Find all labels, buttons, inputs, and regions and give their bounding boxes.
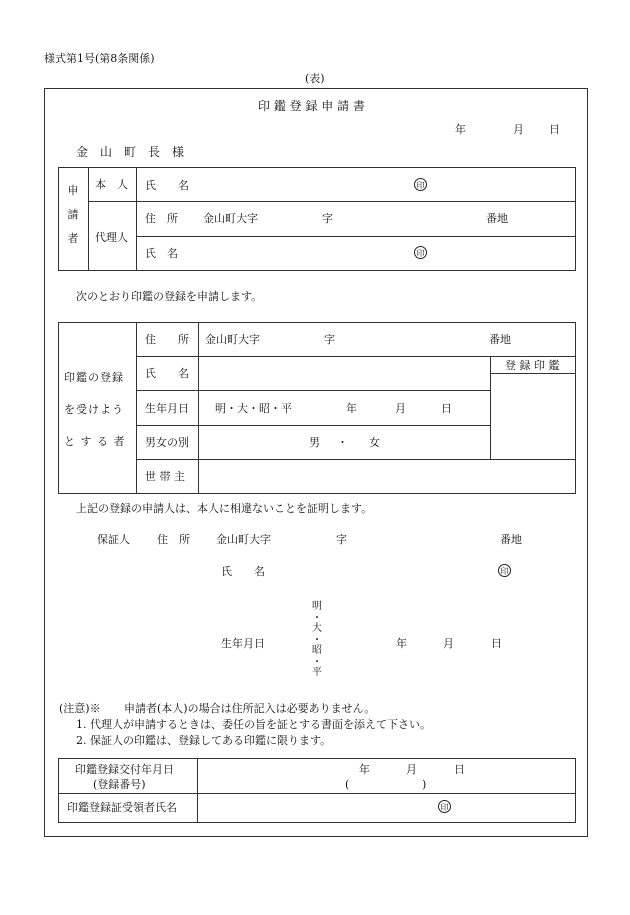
guarantor-address-label: 住 所 — [157, 533, 190, 546]
issuance-year: 年 — [359, 763, 370, 776]
guarantor-birth-month: 月 — [443, 637, 454, 650]
registrant-birth-day: 日 — [441, 402, 452, 415]
issuance-month: 月 — [406, 763, 417, 776]
guarantor-eras: 明 ・ 大 ・ 昭 ・ 平 — [312, 601, 322, 678]
registrant-address-label: 住 所 — [145, 333, 189, 346]
issuance-date-label: 印鑑登録交付年月日 — [75, 763, 174, 776]
guarantor-label: 保証人 — [97, 533, 130, 546]
side-label: (表) — [305, 72, 325, 85]
registrant-aza: 字 — [324, 333, 335, 346]
applicant-group-label — [66, 185, 80, 257]
request-sentence: 次のとおり印鑑の登録を申請します。 — [76, 290, 263, 303]
applicant-group-char: 請 — [67, 208, 79, 221]
notes-item-1: 1. 代理人が申請するときは、委任の旨を証とする書面を添えて下さい。 — [76, 718, 431, 731]
date-year: 年 — [455, 123, 466, 136]
registrant-birth-label: 生年月日 — [145, 402, 189, 415]
notes-heading: (注意)※ — [59, 702, 101, 715]
gender-female: 女 — [369, 436, 380, 449]
gender-separator: ・ — [337, 436, 348, 449]
issuance-number-label: (登録番号) — [93, 778, 146, 791]
registrant-label-line1: 印鑑の登録 — [64, 371, 124, 384]
principal-name-label: 氏 名 — [145, 179, 189, 192]
registrant-label-line2: を受けよう — [64, 403, 124, 416]
issuance-paren-close: ) — [422, 778, 427, 791]
registered-seal-label: 登 録 印 鑑 — [505, 359, 560, 372]
agent-name-label: 氏 名 — [145, 247, 178, 260]
registrant-birth-year: 年 — [346, 402, 357, 415]
registrant-label-line3: と す る 者 — [64, 435, 126, 448]
notes-lead: 申請者(本人)の場合は住所記入は必要ありません。 — [124, 702, 376, 715]
agent-seal-icon: 印 — [414, 246, 427, 259]
agent-address-label: 住 所 — [145, 212, 178, 225]
notes-item-2: 2. 保証人の印鑑は、登録してある印鑑に限ります。 — [76, 734, 332, 747]
agent-banchi: 番地 — [486, 212, 508, 225]
gender-male: 男 — [309, 436, 320, 449]
registrant-gender-label: 男女の別 — [145, 436, 189, 449]
guarantor-name-label: 氏 名 — [221, 565, 265, 578]
registrant-household-label: 世 帯 主 — [145, 470, 185, 483]
recipient-seal-icon: 印 — [438, 800, 451, 813]
registrant-birth-month: 月 — [395, 402, 406, 415]
issuance-day: 日 — [454, 763, 465, 776]
registrant-name-label: 氏 名 — [145, 367, 189, 380]
certification-sentence: 上記の登録の申請人は、本人に相違ないことを証明します。 — [76, 502, 373, 515]
agent-label: 代理人 — [95, 231, 128, 244]
issuance-paren-open: ( — [345, 778, 350, 791]
guarantor-birth-day: 日 — [491, 637, 502, 650]
principal-seal-icon: 印 — [414, 178, 427, 191]
date-day: 日 — [549, 123, 560, 136]
form-number: 様式第1号(第8条関係) — [44, 52, 155, 65]
guarantor-banchi: 番地 — [500, 533, 522, 546]
principal-label: 本 人 — [95, 178, 128, 191]
guarantor-seal-icon: 印 — [498, 564, 511, 577]
registrant-address-value: 金山町大字 — [205, 333, 260, 346]
addressee: 金 山 町 長 様 — [76, 145, 185, 159]
recipient-label: 印鑑登録証受領者氏名 — [67, 801, 177, 814]
guarantor-birth-label: 生年月日 — [221, 637, 265, 650]
date-month: 月 — [513, 123, 524, 136]
agent-aza: 字 — [322, 212, 333, 225]
applicant-group-char: 者 — [67, 232, 79, 245]
form-title: 印 鑑 登 録 申 請 書 — [258, 99, 365, 113]
agent-address-value: 金山町大字 — [203, 212, 258, 225]
guarantor-birth-year: 年 — [396, 637, 407, 650]
registrant-banchi: 番地 — [489, 333, 511, 346]
guarantor-aza: 字 — [336, 533, 347, 546]
registrant-eras: 明・大・昭・平 — [215, 402, 292, 415]
guarantor-address-value: 金山町大字 — [216, 533, 271, 546]
applicant-group-char: 申 — [67, 184, 79, 197]
